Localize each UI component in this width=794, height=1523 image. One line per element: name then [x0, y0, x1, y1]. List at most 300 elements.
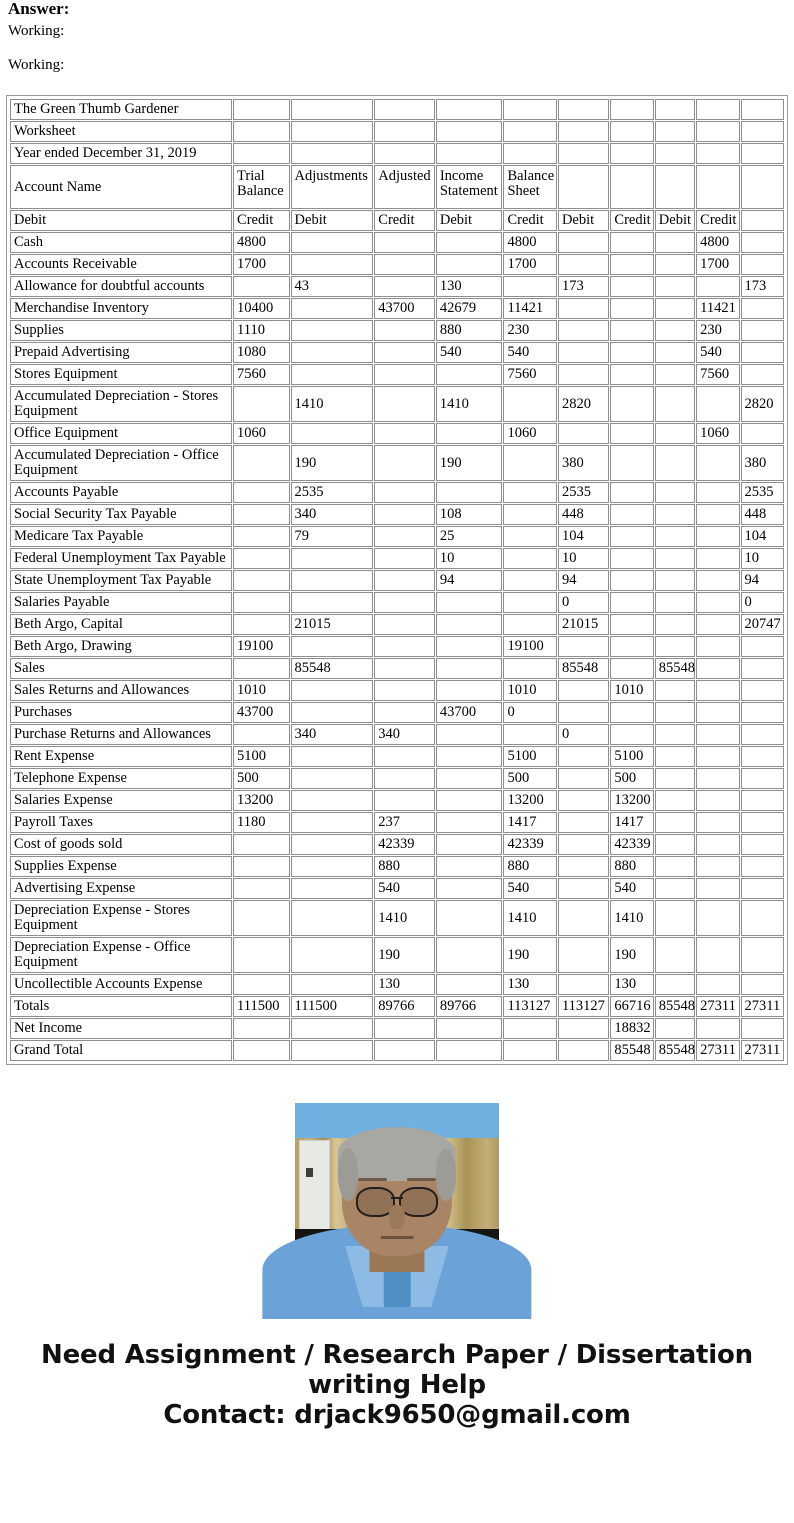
- amount-cell: 0: [741, 592, 784, 613]
- table-row: [10, 364, 784, 385]
- spacer-cell: [610, 143, 653, 164]
- table-row: [10, 702, 784, 723]
- amount-cell: [655, 504, 695, 525]
- amount-cell: 27311: [741, 1040, 784, 1061]
- amount-cell: [696, 636, 739, 657]
- amount-cell: 1417: [610, 812, 653, 833]
- amount-cell: [741, 974, 784, 995]
- spacer-cell: [741, 121, 784, 142]
- amount-cell: 1060: [696, 423, 739, 444]
- amount-cell: 500: [233, 768, 290, 789]
- amount-cell: [696, 812, 739, 833]
- amount-cell: 2820: [558, 386, 609, 422]
- amount-cell: 1417: [503, 812, 556, 833]
- amount-cell: [436, 768, 503, 789]
- amount-cell: [374, 1040, 435, 1061]
- amount-cell: [291, 548, 374, 569]
- amount-cell: [741, 658, 784, 679]
- amount-cell: 230: [503, 320, 556, 341]
- account-name-cell: Sales Returns and Allowances: [10, 680, 232, 701]
- amount-cell: 108: [436, 504, 503, 525]
- spacer-cell: [503, 143, 556, 164]
- amount-cell: [291, 570, 374, 591]
- spacer-cell: [610, 121, 653, 142]
- amount-cell: [655, 445, 695, 481]
- amount-cell: 1060: [503, 423, 556, 444]
- amount-cell: [741, 364, 784, 385]
- amount-cell: 1110: [233, 320, 290, 341]
- worksheet-frame: [6, 95, 788, 1065]
- amount-cell: 10: [436, 548, 503, 569]
- spacer-cell: [436, 121, 503, 142]
- amount-cell: [503, 548, 556, 569]
- amount-cell: [610, 320, 653, 341]
- amount-cell: [655, 320, 695, 341]
- amount-cell: [558, 856, 609, 877]
- table-row: [10, 1018, 784, 1039]
- column-sub-header: Debit: [436, 210, 503, 231]
- amount-cell: 85548: [610, 1040, 653, 1061]
- promo-line-2: writing Help: [308, 1370, 486, 1400]
- table-row: [10, 526, 784, 547]
- table-row: [10, 636, 784, 657]
- amount-cell: 2535: [291, 482, 374, 503]
- amount-cell: [741, 1018, 784, 1039]
- amount-cell: 190: [610, 937, 653, 973]
- amount-cell: [696, 592, 739, 613]
- avatar-hair-right: [436, 1148, 456, 1201]
- worksheet-title-row: [10, 121, 784, 142]
- amount-cell: 190: [374, 937, 435, 973]
- amount-cell: [233, 856, 290, 877]
- amount-cell: [741, 768, 784, 789]
- amount-cell: [610, 298, 653, 319]
- amount-cell: 130: [374, 974, 435, 995]
- amount-cell: [374, 702, 435, 723]
- amount-cell: [503, 614, 556, 635]
- amount-cell: [610, 423, 653, 444]
- amount-cell: [436, 482, 503, 503]
- spacer-cell: [436, 143, 503, 164]
- promo-block: [0, 1340, 794, 1430]
- amount-cell: [374, 386, 435, 422]
- column-sub-header: Debit: [558, 210, 609, 231]
- amount-cell: [610, 254, 653, 275]
- column-sub-header: Credit: [610, 210, 653, 231]
- amount-cell: [503, 1040, 556, 1061]
- account-name-cell: Depreciation Expense - Stores Equipment: [10, 900, 232, 936]
- amount-cell: [436, 423, 503, 444]
- amount-cell: 89766: [436, 996, 503, 1017]
- amount-cell: 880: [503, 856, 556, 877]
- table-row: [10, 614, 784, 635]
- amount-cell: [233, 276, 290, 297]
- spacer-cell: [696, 99, 739, 120]
- amount-cell: [696, 702, 739, 723]
- amount-cell: [741, 746, 784, 767]
- amount-cell: 42339: [374, 834, 435, 855]
- amount-cell: [558, 790, 609, 811]
- amount-cell: [610, 342, 653, 363]
- amount-cell: [291, 342, 374, 363]
- amount-cell: [655, 900, 695, 936]
- amount-cell: [655, 680, 695, 701]
- spacer-cell: [558, 121, 609, 142]
- amount-cell: 5100: [610, 746, 653, 767]
- amount-cell: [558, 768, 609, 789]
- amount-cell: [558, 834, 609, 855]
- amount-cell: [696, 548, 739, 569]
- amount-cell: [291, 790, 374, 811]
- amount-cell: [436, 724, 503, 745]
- worksheet-doctype-cell: Worksheet: [10, 121, 232, 142]
- amount-cell: 111500: [233, 996, 290, 1017]
- amount-cell: [696, 276, 739, 297]
- amount-cell: [291, 1040, 374, 1061]
- amount-cell: [233, 386, 290, 422]
- account-name-cell: Salaries Payable: [10, 592, 232, 613]
- portrait-container: [0, 1103, 794, 1318]
- account-name-cell: Payroll Taxes: [10, 812, 232, 833]
- amount-cell: 18832: [610, 1018, 653, 1039]
- amount-cell: [741, 254, 784, 275]
- amount-cell: 21015: [558, 614, 609, 635]
- amount-cell: 448: [741, 504, 784, 525]
- amount-cell: [655, 232, 695, 253]
- amount-cell: 19100: [233, 636, 290, 657]
- amount-cell: [610, 702, 653, 723]
- amount-cell: [291, 746, 374, 767]
- account-name-cell: State Unemployment Tax Payable: [10, 570, 232, 591]
- amount-cell: [610, 614, 653, 635]
- avatar-nose: [389, 1205, 405, 1229]
- amount-cell: [374, 445, 435, 481]
- amount-cell: [291, 900, 374, 936]
- worksheet-period-cell: Year ended December 31, 2019: [10, 143, 232, 164]
- amount-cell: [374, 592, 435, 613]
- column-group-header: Trial Balance: [233, 165, 290, 209]
- spacer-cell: [233, 121, 290, 142]
- amount-cell: 130: [610, 974, 653, 995]
- table-row: [10, 724, 784, 745]
- account-name-cell: Beth Argo, Capital: [10, 614, 232, 635]
- avatar: [295, 1103, 499, 1307]
- spacer-cell: [655, 165, 695, 209]
- column-group-header: Adjusted: [374, 165, 435, 209]
- spacer-cell: [741, 143, 784, 164]
- amount-cell: 0: [558, 592, 609, 613]
- amount-cell: [503, 592, 556, 613]
- amount-cell: [503, 526, 556, 547]
- amount-cell: [233, 504, 290, 525]
- amount-cell: [233, 724, 290, 745]
- amount-cell: 11421: [503, 298, 556, 319]
- amount-cell: 25: [436, 526, 503, 547]
- account-name-cell: Depreciation Expense - Office Equipment: [10, 937, 232, 973]
- amount-cell: 340: [291, 504, 374, 525]
- amount-cell: [374, 232, 435, 253]
- spacer-cell: [696, 165, 739, 209]
- amount-cell: 42679: [436, 298, 503, 319]
- amount-cell: [610, 445, 653, 481]
- spacer-cell: [233, 143, 290, 164]
- table-row: [10, 276, 784, 297]
- table-row: [10, 658, 784, 679]
- amount-cell: [696, 900, 739, 936]
- amount-cell: [291, 1018, 374, 1039]
- account-name-cell: Sales: [10, 658, 232, 679]
- account-name-cell: Merchandise Inventory: [10, 298, 232, 319]
- amount-cell: 85548: [655, 658, 695, 679]
- avatar-mouth: [381, 1236, 414, 1239]
- amount-cell: [655, 423, 695, 444]
- amount-cell: [291, 298, 374, 319]
- amount-cell: [233, 937, 290, 973]
- amount-cell: [503, 570, 556, 591]
- amount-cell: 173: [558, 276, 609, 297]
- amount-cell: [374, 342, 435, 363]
- worksheet-company-cell: The Green Thumb Gardener: [10, 99, 232, 120]
- amount-cell: [696, 386, 739, 422]
- account-name-cell: Office Equipment: [10, 423, 232, 444]
- amount-cell: [291, 254, 374, 275]
- amount-cell: [558, 900, 609, 936]
- account-name-cell: Grand Total: [10, 1040, 232, 1061]
- amount-cell: [558, 320, 609, 341]
- amount-cell: [696, 974, 739, 995]
- amount-cell: [741, 320, 784, 341]
- amount-cell: 27311: [696, 1040, 739, 1061]
- avatar-hair-left: [338, 1148, 358, 1201]
- amount-cell: 130: [503, 974, 556, 995]
- table-row: [10, 812, 784, 833]
- amount-cell: 111500: [291, 996, 374, 1017]
- amount-cell: [741, 724, 784, 745]
- amount-cell: 1080: [233, 342, 290, 363]
- amount-cell: [655, 746, 695, 767]
- amount-cell: [696, 834, 739, 855]
- amount-cell: 2535: [558, 482, 609, 503]
- amount-cell: [374, 482, 435, 503]
- amount-cell: [436, 856, 503, 877]
- amount-cell: [696, 504, 739, 525]
- amount-cell: [503, 658, 556, 679]
- amount-cell: [655, 254, 695, 275]
- amount-cell: [503, 386, 556, 422]
- amount-cell: 1410: [610, 900, 653, 936]
- amount-cell: [655, 364, 695, 385]
- amount-cell: [233, 834, 290, 855]
- amount-cell: [655, 570, 695, 591]
- amount-cell: [655, 878, 695, 899]
- amount-cell: [436, 592, 503, 613]
- spacer-cell: [558, 165, 609, 209]
- table-row: [10, 548, 784, 569]
- amount-cell: 85548: [655, 1040, 695, 1061]
- amount-cell: [436, 834, 503, 855]
- spacer-cell: [374, 99, 435, 120]
- amount-cell: [233, 445, 290, 481]
- amount-cell: 27311: [696, 996, 739, 1017]
- amount-cell: [655, 856, 695, 877]
- amount-cell: [436, 900, 503, 936]
- amount-cell: 230: [696, 320, 739, 341]
- amount-cell: [741, 232, 784, 253]
- table-row: [10, 423, 784, 444]
- amount-cell: [436, 636, 503, 657]
- table-row: [10, 254, 784, 275]
- account-name-cell: Uncollectible Accounts Expense: [10, 974, 232, 995]
- amount-cell: [610, 548, 653, 569]
- column-group-header: Adjustments: [291, 165, 374, 209]
- amount-cell: 540: [503, 342, 556, 363]
- amount-cell: [374, 504, 435, 525]
- amount-cell: [655, 768, 695, 789]
- amount-cell: [374, 364, 435, 385]
- avatar-eyeglass-bridge: [391, 1197, 403, 1199]
- amount-cell: [374, 526, 435, 547]
- amount-cell: 7560: [696, 364, 739, 385]
- amount-cell: [374, 1018, 435, 1039]
- amount-cell: [655, 592, 695, 613]
- account-name-cell: Supplies: [10, 320, 232, 341]
- amount-cell: [291, 878, 374, 899]
- amount-cell: 27311: [741, 996, 784, 1017]
- table-row: [10, 1040, 784, 1061]
- amount-cell: [741, 298, 784, 319]
- account-name-cell: Prepaid Advertising: [10, 342, 232, 363]
- account-name-cell: Purchase Returns and Allowances: [10, 724, 232, 745]
- promo-line-3: Contact: drjack9650@gmail.com: [163, 1400, 631, 1430]
- spacer-cell: [291, 143, 374, 164]
- table-row: [10, 482, 784, 503]
- amount-cell: 113127: [558, 996, 609, 1017]
- amount-cell: 42339: [610, 834, 653, 855]
- column-sub-header: Debit: [10, 210, 232, 231]
- amount-cell: [610, 276, 653, 297]
- spacer-cell: [436, 99, 503, 120]
- amount-cell: [696, 570, 739, 591]
- amount-cell: [291, 768, 374, 789]
- table-row: [10, 856, 784, 877]
- amount-cell: [696, 680, 739, 701]
- amount-cell: [558, 342, 609, 363]
- amount-cell: [436, 937, 503, 973]
- column-sub-header: Credit: [374, 210, 435, 231]
- spacer-cell: [610, 165, 653, 209]
- amount-cell: [436, 790, 503, 811]
- spacer-cell: [696, 121, 739, 142]
- amount-cell: [436, 614, 503, 635]
- amount-cell: 237: [374, 812, 435, 833]
- amount-cell: [291, 592, 374, 613]
- amount-cell: 7560: [503, 364, 556, 385]
- amount-cell: [291, 812, 374, 833]
- amount-cell: [655, 482, 695, 503]
- table-row: [10, 445, 784, 481]
- account-name-cell: Supplies Expense: [10, 856, 232, 877]
- amount-cell: [233, 570, 290, 591]
- column-sub-header: Debit: [291, 210, 374, 231]
- amount-cell: 85548: [655, 996, 695, 1017]
- amount-cell: [233, 900, 290, 936]
- amount-cell: [558, 423, 609, 444]
- spacer-cell: [655, 143, 695, 164]
- worksheet-title-row: [10, 143, 784, 164]
- amount-cell: [741, 812, 784, 833]
- amount-cell: 173: [741, 276, 784, 297]
- amount-cell: [558, 878, 609, 899]
- amount-cell: [436, 878, 503, 899]
- amount-cell: 4800: [696, 232, 739, 253]
- amount-cell: [696, 937, 739, 973]
- spacer-cell: [741, 99, 784, 120]
- amount-cell: [558, 636, 609, 657]
- account-name-cell: Accumulated Depreciation - Office Equipment: [10, 445, 232, 481]
- worksheet-group-header-row: [10, 165, 784, 209]
- amount-cell: [233, 526, 290, 547]
- amount-cell: 880: [610, 856, 653, 877]
- amount-cell: [610, 364, 653, 385]
- spacer-cell: [503, 121, 556, 142]
- amount-cell: [610, 526, 653, 547]
- amount-cell: 21015: [291, 614, 374, 635]
- amount-cell: [374, 790, 435, 811]
- amount-cell: 880: [374, 856, 435, 877]
- amount-cell: [741, 878, 784, 899]
- amount-cell: [696, 658, 739, 679]
- amount-cell: [610, 482, 653, 503]
- amount-cell: [374, 254, 435, 275]
- amount-cell: [436, 254, 503, 275]
- amount-cell: [374, 746, 435, 767]
- amount-cell: 540: [610, 878, 653, 899]
- amount-cell: 540: [374, 878, 435, 899]
- amount-cell: [374, 570, 435, 591]
- table-row: [10, 570, 784, 591]
- amount-cell: 5100: [233, 746, 290, 767]
- amount-cell: [610, 386, 653, 422]
- amount-cell: 43: [291, 276, 374, 297]
- amount-cell: 19100: [503, 636, 556, 657]
- table-row: [10, 878, 784, 899]
- account-name-cell: Social Security Tax Payable: [10, 504, 232, 525]
- amount-cell: [610, 658, 653, 679]
- table-row: [10, 834, 784, 855]
- amount-cell: 113127: [503, 996, 556, 1017]
- account-name-cell: Telephone Expense: [10, 768, 232, 789]
- amount-cell: [696, 526, 739, 547]
- amount-cell: [291, 636, 374, 657]
- amount-cell: 1410: [291, 386, 374, 422]
- amount-cell: [291, 320, 374, 341]
- amount-cell: [374, 276, 435, 297]
- amount-cell: [610, 232, 653, 253]
- amount-cell: 13200: [503, 790, 556, 811]
- amount-cell: 0: [558, 724, 609, 745]
- working-label-1: Working:: [8, 23, 65, 39]
- account-name-cell: Totals: [10, 996, 232, 1017]
- amount-cell: 5100: [503, 746, 556, 767]
- table-row: [10, 320, 784, 341]
- amount-cell: [291, 937, 374, 973]
- account-name-cell: Medicare Tax Payable: [10, 526, 232, 547]
- amount-cell: [374, 680, 435, 701]
- amount-cell: [610, 592, 653, 613]
- amount-cell: 94: [436, 570, 503, 591]
- amount-cell: 43700: [233, 702, 290, 723]
- amount-cell: [374, 548, 435, 569]
